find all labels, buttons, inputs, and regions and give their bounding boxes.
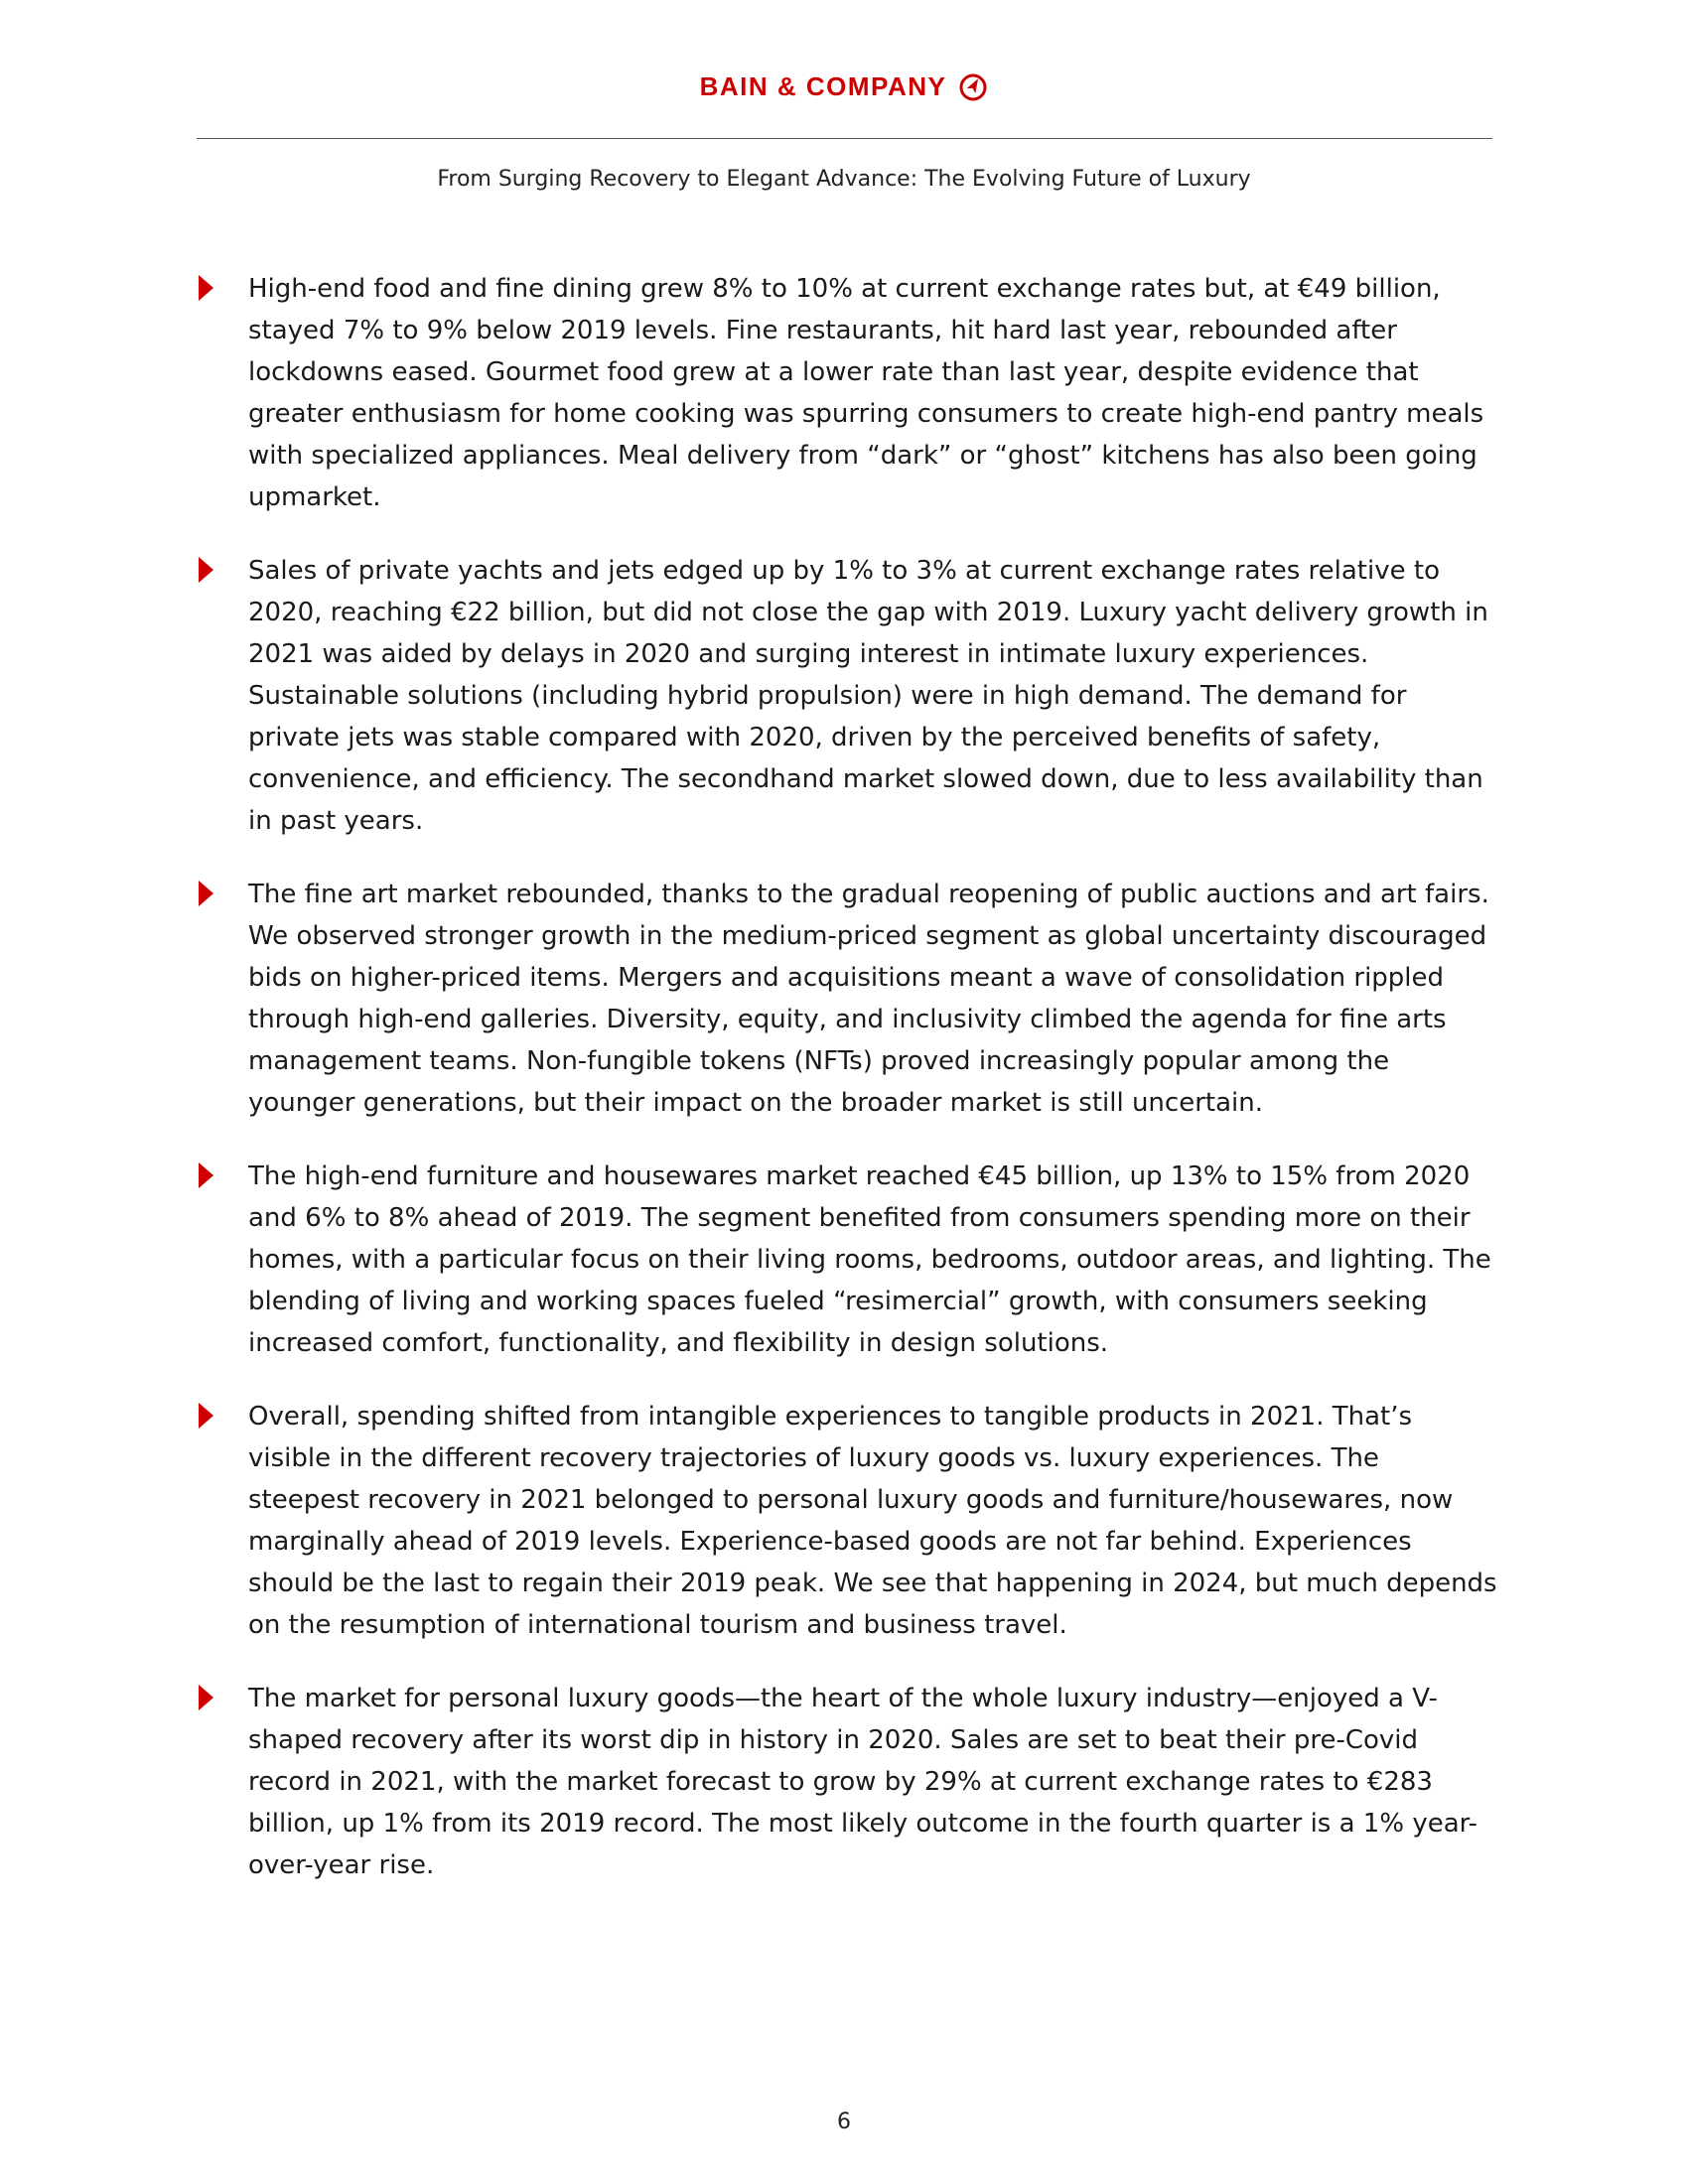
compass-logo-icon [958,72,988,102]
page-header [0,71,1688,102]
bullet-arrow-icon [199,1162,213,1188]
list-item [197,1678,1497,1886]
bullet-arrow-icon [199,1403,213,1429]
bullet-arrow-icon [199,275,213,301]
list-item [197,550,1497,842]
list-item [197,1156,1497,1364]
list-item [197,268,1497,518]
page-number: 6 [837,2110,851,2134]
list-item [197,874,1497,1124]
bullet-arrow-icon [199,557,213,583]
header-divider [197,138,1492,139]
bullet-arrow-icon [199,1685,213,1710]
bullet-text: Overall, spending shifted from intangible experiences to tangible products in 2021. That’s visible in the different recovery trajectories of luxury goods vs. luxury experiences. The steepest recovery in 2021 belonged to personal luxury goods and furniture/housewares, now marginally ahead of 2019 levels. Experience-based goods are not far behind. Experiences should be the last to regain their 2019 peak. We see that happening in 2024, but much depends on the resumption of international tourism and business travel. [248,1402,1497,1640]
bullet-text: High-end food and fine dining grew 8% to 10% at current exchange rates but, at €49 billion, stayed 7% to 9% below 2019 levels. Fine restaurants, hit hard last year, rebounded after lockdowns eased. Gourmet food grew at a lower rate than last year, despite evidence that greater enthusiasm for home cooking was spurring consumers to create high-end pantry meals with specialized appliances. Meal delivery from “dark” or “ghost” kitchens has also been going upmarket. [248,274,1484,512]
bullet-list [197,268,1497,1918]
bullet-arrow-icon [199,881,213,906]
bullet-text: The market for personal luxury goods—the heart of the whole luxury industry—enjoyed a V-shaped recovery after its worst dip in history in 2020. Sales are set to beat their pre-Covid record in 2021, with the market forecast to grow by 29% at current exchange rates to €283 billion, up 1% from its 2019 record. The most likely outcome in the fourth quarter is a 1% year-over-year rise. [248,1684,1478,1880]
bullet-text: The high-end furniture and housewares market reached €45 billion, up 13% to 15% from 2020 and 6% to 8% ahead of 2019. The segment benefited from consumers spending more on their homes, with a particular focus on their living rooms, bedrooms, outdoor areas, and lighting. The blending of living and working spaces fueled “resimercial” growth, with consumers seeking increased comfort, functionality, and flexibility in design solutions. [248,1161,1491,1358]
document-subtitle: From Surging Recovery to Elegant Advance: The Evolving Future of Luxury [437,167,1251,192]
list-item [197,1396,1497,1646]
bain-logo [700,71,989,102]
bullet-text: The fine art market rebounded, thanks to the gradual reopening of public auctions and art fairs. We observed stronger growth in the medium-priced segment as global uncertainty discouraged bids on higher-priced items. Mergers and acquisitions meant a wave of consolidation rippled through high-end galleries. Diversity, equity, and inclusivity climbed the agenda for fine arts management teams. Non-fungible tokens (NFTs) proved increasingly popular among the younger generations, but their impact on the broader market is still uncertain. [248,880,1489,1118]
logo-text: BAIN & COMPANY [699,71,947,101]
bullet-text: Sales of private yachts and jets edged up by 1% to 3% at current exchange rates relative to 2020, reaching €22 billion, but did not close the gap with 2019. Luxury yacht delivery growth in 2021 was aided by delays in 2020 and surging interest in intimate luxury experiences. Sustainable solutions (including hybrid propulsion) were in high demand. The demand for private jets was stable compared with 2020, driven by the perceived benefits of safety, convenience, and efficiency. The secondhand market slowed down, due to less availability than in past years. [248,556,1488,836]
